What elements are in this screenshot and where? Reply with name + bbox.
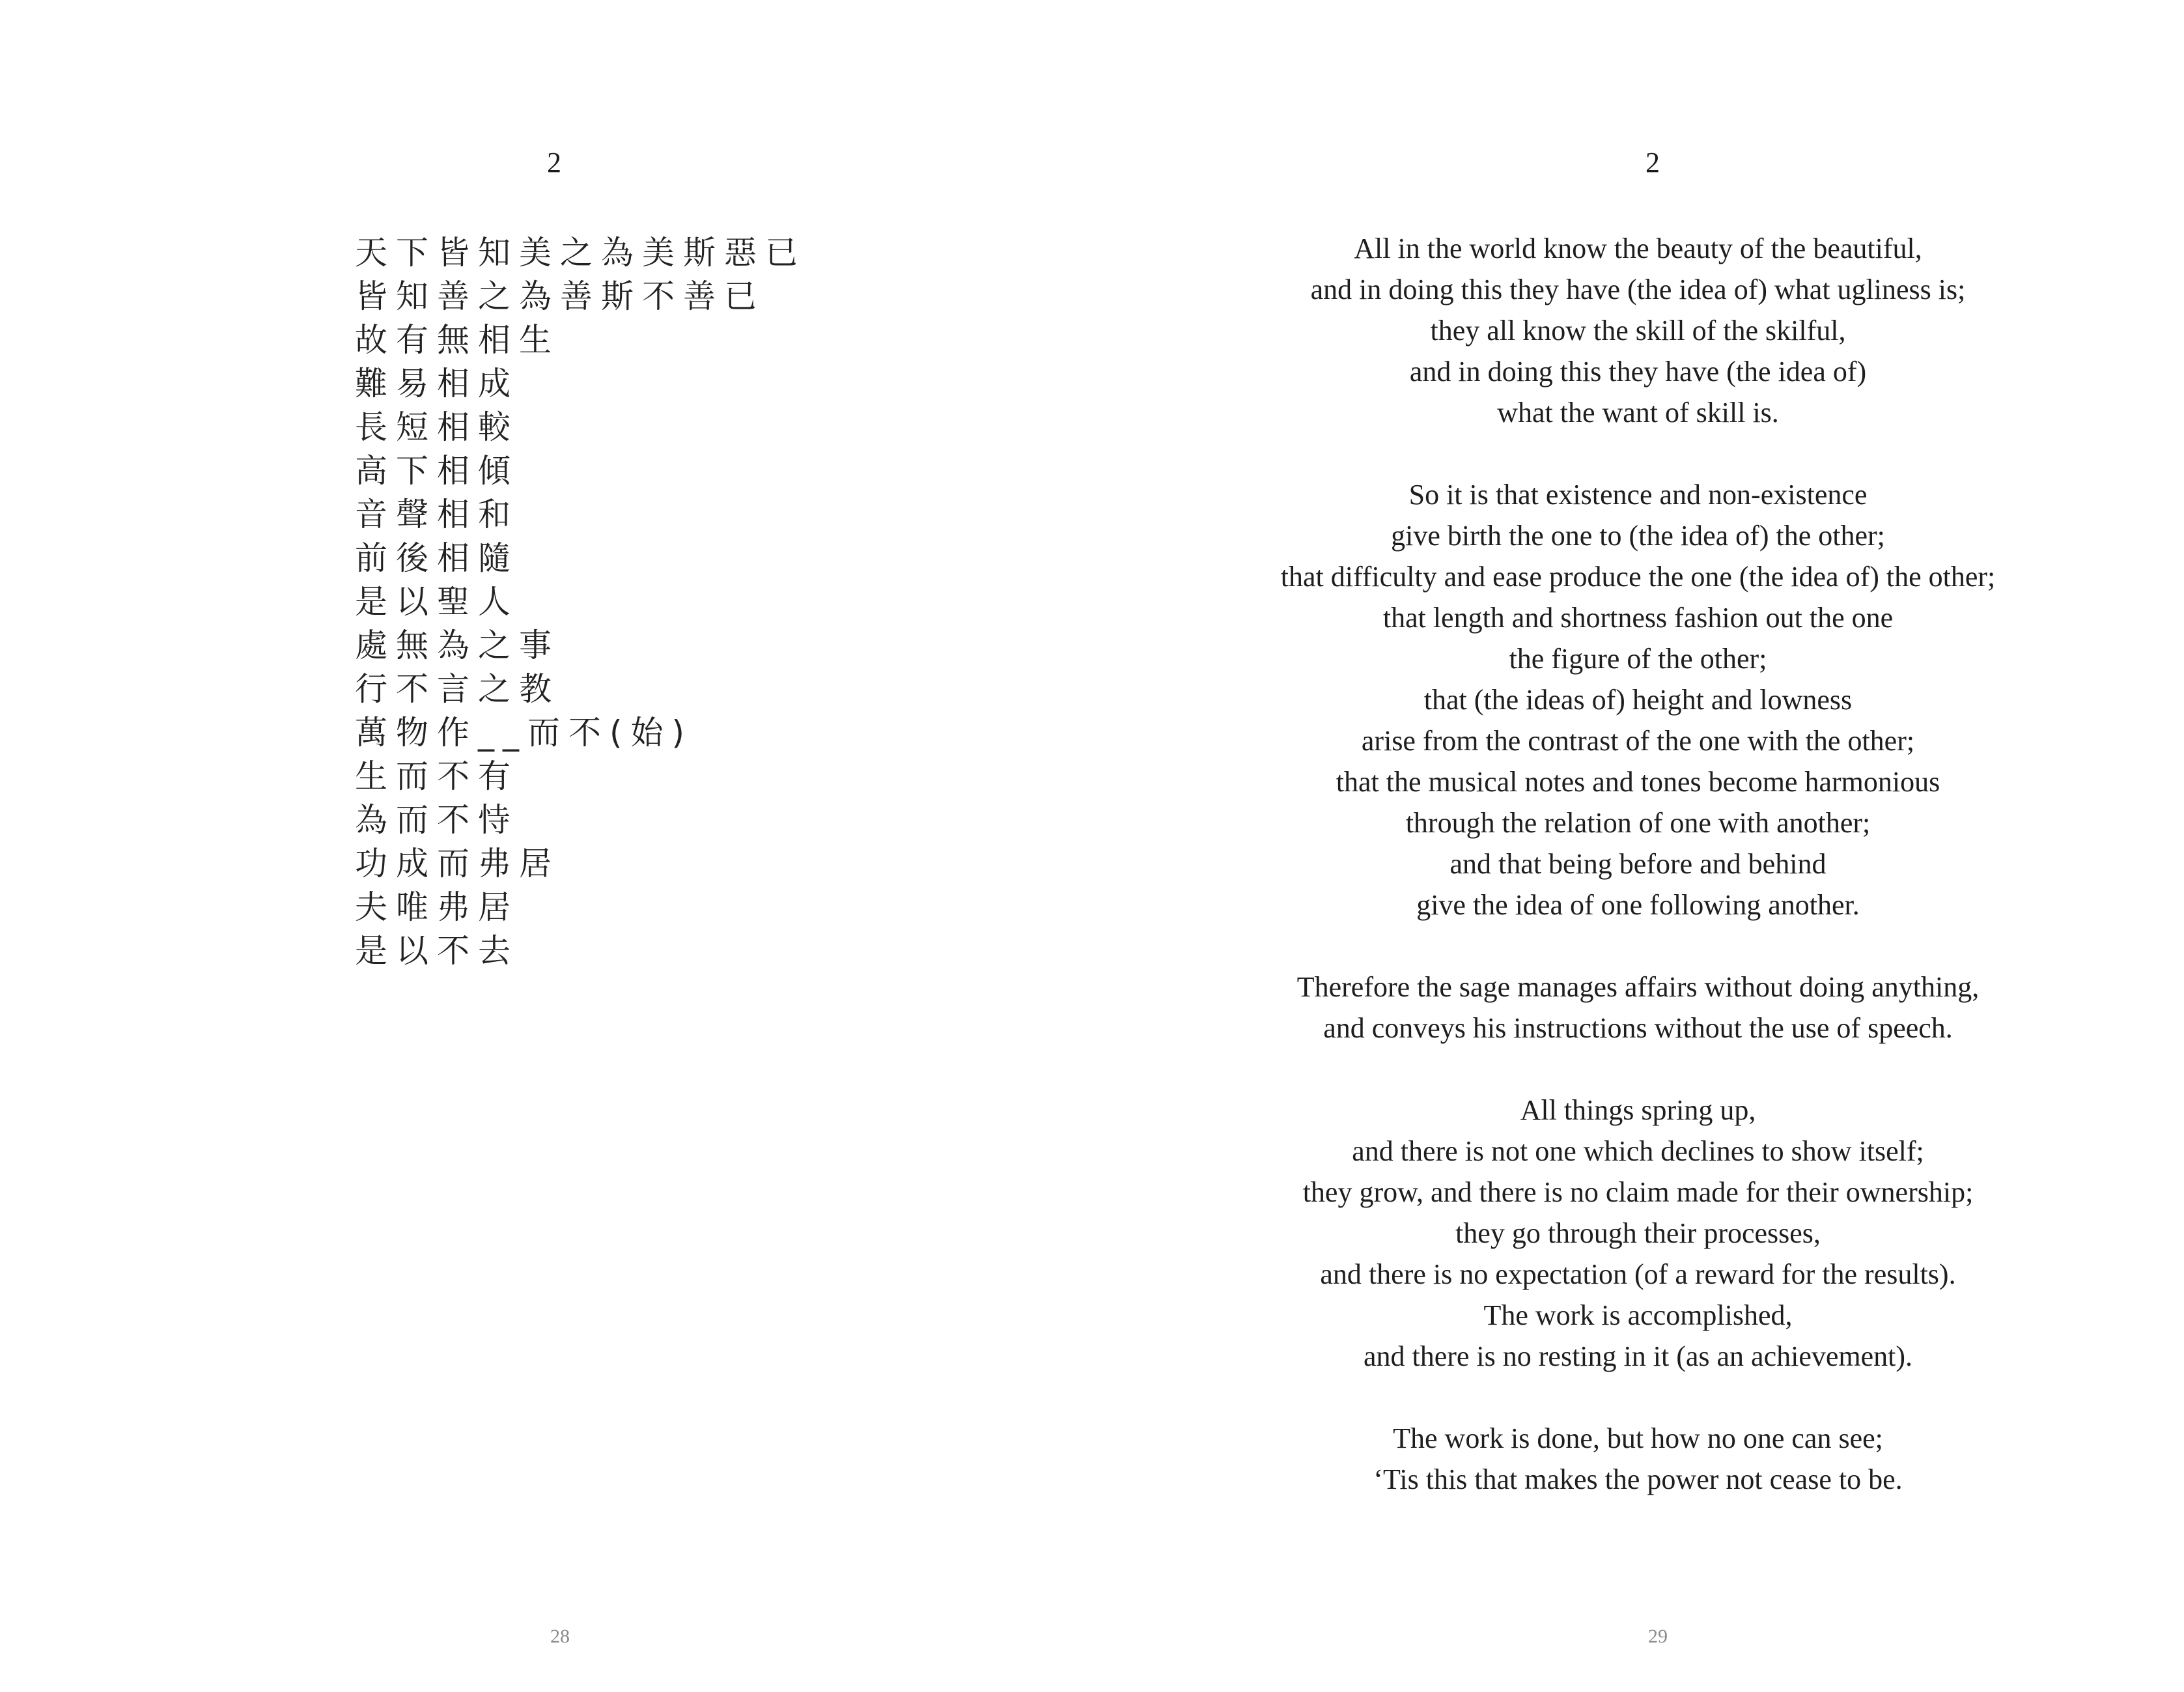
chinese-line: 難易相成 — [355, 365, 519, 402]
chinese-line: 天下皆知美之為美斯惡已 — [355, 234, 806, 272]
verse-line: and conveys his instructions without the use of speech. — [1323, 1012, 1953, 1044]
chinese-line: 故有無相生 — [355, 321, 560, 359]
verse-line: The work is done, but how no one can see; — [1393, 1422, 1883, 1454]
verse-line: All in the world know the beauty of the beautiful, — [1354, 233, 1922, 264]
chinese-line: 行不言之教 — [355, 670, 560, 708]
verse-line: and in doing this they have (the idea of) — [1409, 356, 1867, 388]
verse-line: and there is not one which declines to show itself; — [1352, 1135, 1924, 1167]
chinese-line: 長短相較 — [355, 408, 519, 446]
verse-line: what the want of skill is. — [1497, 397, 1779, 429]
stanza-2 — [1092, 474, 2184, 925]
verse-line: they grow, and there is no claim made for their ownership; — [1302, 1176, 1974, 1208]
chinese-line: 為而不恃 — [355, 801, 519, 839]
chinese-line: 處無為之事 — [355, 627, 560, 664]
verse-line: and that being before and behind — [1449, 848, 1827, 880]
right-page: 2 All in the world know the beauty of the beautiful, and in doing this they have (the idea of) what ugliness is; they all know the skill of the skilful, and in doing this they have (the idea of) what the want of skill is. So it is that existence and non-existence give birth the one to (the idea of) the other; that difficulty and ease produce the one (the idea of) the other; that length and shortness fashion out the one the figure of the other; that (the ideas of) height and lowness arise from the contrast of the one with the other; that the musical notes and tones become harmonious through the relation of one with another; and that being before and behind give the idea of one following another. Therefore the sage manages affairs without doing anything, and conveys his instructions without the use of speech. All things spring up, and there is not one which declines to show itself; they grow, and there is no claim made for their ownership; they go through their processes, and there is no expectation (of a reward for the results). The work is accomplished, and there is no resting in it (as an achievement). The work is done, but how no one can see; ‘Tis this that makes the power not cease to be. 29 — [1092, 0, 2184, 1692]
verse-line: and in doing this they have (the idea of) what ugliness is; — [1310, 274, 1966, 305]
verse-line: that (the ideas of) height and lowness — [1423, 684, 1853, 716]
verse-line: Therefore the sage manages affairs without doing anything, — [1296, 971, 1980, 1003]
chinese-line: 功成而弗居 — [355, 845, 560, 882]
verse-line: ‘Tis this that makes the power not cease to be. — [1373, 1463, 1903, 1495]
chinese-line: 是以不去 — [355, 932, 519, 970]
verse-line: give the idea of one following another. — [1416, 889, 1860, 921]
verse-line: they go through their processes, — [1455, 1217, 1821, 1249]
verse-line: through the relation of one with another; — [1405, 807, 1871, 839]
verse-line: and there is no resting in it (as an achievement). — [1363, 1340, 1913, 1372]
verse-line: give birth the one to (the idea of) the other; — [1391, 520, 1885, 552]
chinese-line: 前後相隨 — [355, 539, 519, 577]
chinese-line: 音聲相和 — [355, 496, 519, 533]
chinese-text — [355, 231, 806, 973]
verse-line: they all know the skill of the skilful, — [1430, 315, 1846, 346]
chinese-line: 生而不有 — [355, 757, 519, 795]
chinese-line: 高下相傾 — [355, 452, 519, 490]
verse-line: the figure of the other; — [1509, 643, 1767, 675]
stanza-4 — [1092, 1090, 2184, 1377]
verse-line: that the musical notes and tones become harmonious — [1336, 766, 1940, 798]
stanza-1 — [1092, 228, 2184, 433]
verse-line: arise from the contrast of the one with the other; — [1361, 725, 1915, 757]
left-page: 2 天下皆知美之為美斯惡已 皆知善之為善斯不善已 故有無相生 難易相成 長短相較 高下相傾 音聲相和 前後相隨 是以聖人 處無為之事 行不言之教 萬物作__而不(始) 生而不有 為而不恃 功成而弗居 夫唯弗居 是以不去 28 — [355, 147, 806, 1647]
english-translation — [1092, 228, 2184, 1541]
verse-line: that difficulty and ease produce the one (the idea of) the other; — [1280, 561, 1996, 593]
verse-line: All things spring up, — [1520, 1094, 1756, 1126]
verse-line: So it is that existence and non-existence — [1408, 479, 1868, 511]
verse-line: that length and shortness fashion out the one — [1382, 602, 1894, 634]
chinese-line: 是以聖人 — [355, 583, 519, 621]
stanza-3 — [1092, 966, 2184, 1049]
verse-line: and there is no expectation (of a reward for the results). — [1320, 1258, 1956, 1290]
verse-line: The work is accomplished, — [1483, 1299, 1793, 1331]
chinese-line: 夫唯弗居 — [355, 888, 519, 926]
stanza-5 — [1092, 1418, 2184, 1500]
chinese-line: 皆知善之為善斯不善已 — [355, 277, 765, 315]
chinese-line: 萬物作__而不(始) — [355, 714, 693, 752]
